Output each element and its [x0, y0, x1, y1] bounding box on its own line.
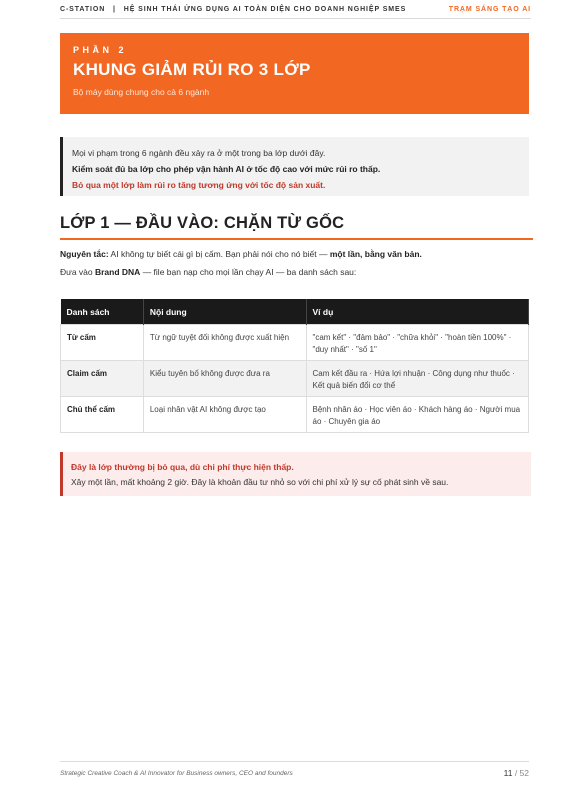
- table-cell-list: Chủ thể cấm: [61, 397, 144, 433]
- section-banner: [60, 33, 529, 114]
- part-label: PHẦN 2: [73, 45, 128, 55]
- table-cell-example: Cam kết đầu ra · Hứa lợi nhuận · Công dụng như thuốc · Kết quả biến đổi cơ thể: [306, 361, 529, 397]
- total-pages: / 52: [514, 768, 529, 778]
- header-brand-line: [60, 6, 406, 13]
- intro-callout: [60, 137, 529, 196]
- principle-text: AI không tự biết cái gì bị cấm. Bạn phải nói cho nó biết —: [108, 249, 330, 259]
- table-cell-example: Bệnh nhân áo · Học viên áo · Khách hàng áo · Người mua áo · Chuyên gia áo: [306, 397, 529, 433]
- top-header: [60, 0, 531, 19]
- table-header-row: [61, 299, 529, 325]
- section-heading: LỚP 1 — ĐẦU VÀO: CHẶN TỪ GỐC: [60, 214, 533, 240]
- banner-subtitle: Bộ máy dùng chung cho cả 6 ngành: [73, 87, 210, 97]
- current-page: 11: [503, 768, 513, 778]
- note-body: Xây một lần, mất khoảng 2 giờ. Đây là khoản đầu tư nhỏ so với chi phí xử lý sự cố phát sinh về sau.: [71, 477, 449, 487]
- table-cell-content: Kiểu tuyên bố không được đưa ra: [143, 361, 306, 397]
- page-footer: [60, 761, 529, 784]
- banner-title: KHUNG GIẢM RỦI RO 3 LỚP: [73, 60, 311, 79]
- table-header-cell: Ví dụ: [306, 299, 529, 325]
- note-title: Đây là lớp thường bị bỏ qua, dù chi phí thực hiện thấp.: [71, 462, 294, 472]
- header-divider: |: [113, 5, 116, 13]
- principle-paragraph: [60, 249, 422, 259]
- table-header-cell: Nội dung: [143, 299, 306, 325]
- header-tagline: HỆ SINH THÁI ỨNG DỤNG AI TOÀN DIỆN CHO DOANH NGHIỆP SMES: [123, 5, 407, 13]
- table-row: [61, 397, 529, 433]
- table-cell-example: "cam kết" · "đảm bảo" · "chữa khỏi" · "hoàn tiền 100%" · "duy nhất" · "số 1": [306, 325, 529, 361]
- callout-line-1: Mọi vi phạm trong 6 ngành đều xảy ra ở một trong ba lớp dưới đây.: [72, 148, 326, 158]
- principle-bold: một lần, bằng văn bản.: [329, 249, 422, 259]
- intro-paragraph: [60, 267, 356, 277]
- table-cell-content: Từ ngữ tuyệt đối không được xuất hiện: [143, 325, 306, 361]
- callout-line-2: Kiểm soát đủ ba lớp cho phép vận hành AI ở tốc độ cao với mức rủi ro thấp.: [72, 164, 381, 174]
- principle-label: Nguyên tắc:: [60, 249, 109, 259]
- callout-line-3: Bỏ qua một lớp làm rủi ro tăng tương ứng với tốc độ sản xuất.: [72, 180, 326, 190]
- footer-tagline: Strategic Creative Coach & AI Innovator for Business owners, CEO and founders: [60, 769, 293, 777]
- brand-dna-term: Brand DNA: [94, 267, 141, 277]
- warning-note: [60, 452, 531, 496]
- table-header-cell: Danh sách: [61, 299, 144, 325]
- intro-post: — file bạn nạp cho mọi lần chạy AI — ba danh sách sau:: [140, 267, 357, 277]
- header-right-label: TRẠM SÁNG TẠO AI: [448, 5, 531, 13]
- intro-pre: Đưa vào: [60, 267, 95, 277]
- table-cell-list: Từ cấm: [61, 325, 144, 361]
- brand-name: C-STATION: [60, 5, 106, 13]
- table-cell-content: Loại nhân vật AI không được tạo: [143, 397, 306, 433]
- table-cell-list: Claim cấm: [61, 361, 144, 397]
- forbidden-lists-table: [60, 299, 529, 433]
- page-number: [504, 768, 529, 778]
- table-row: [61, 325, 529, 361]
- table-row: [61, 361, 529, 397]
